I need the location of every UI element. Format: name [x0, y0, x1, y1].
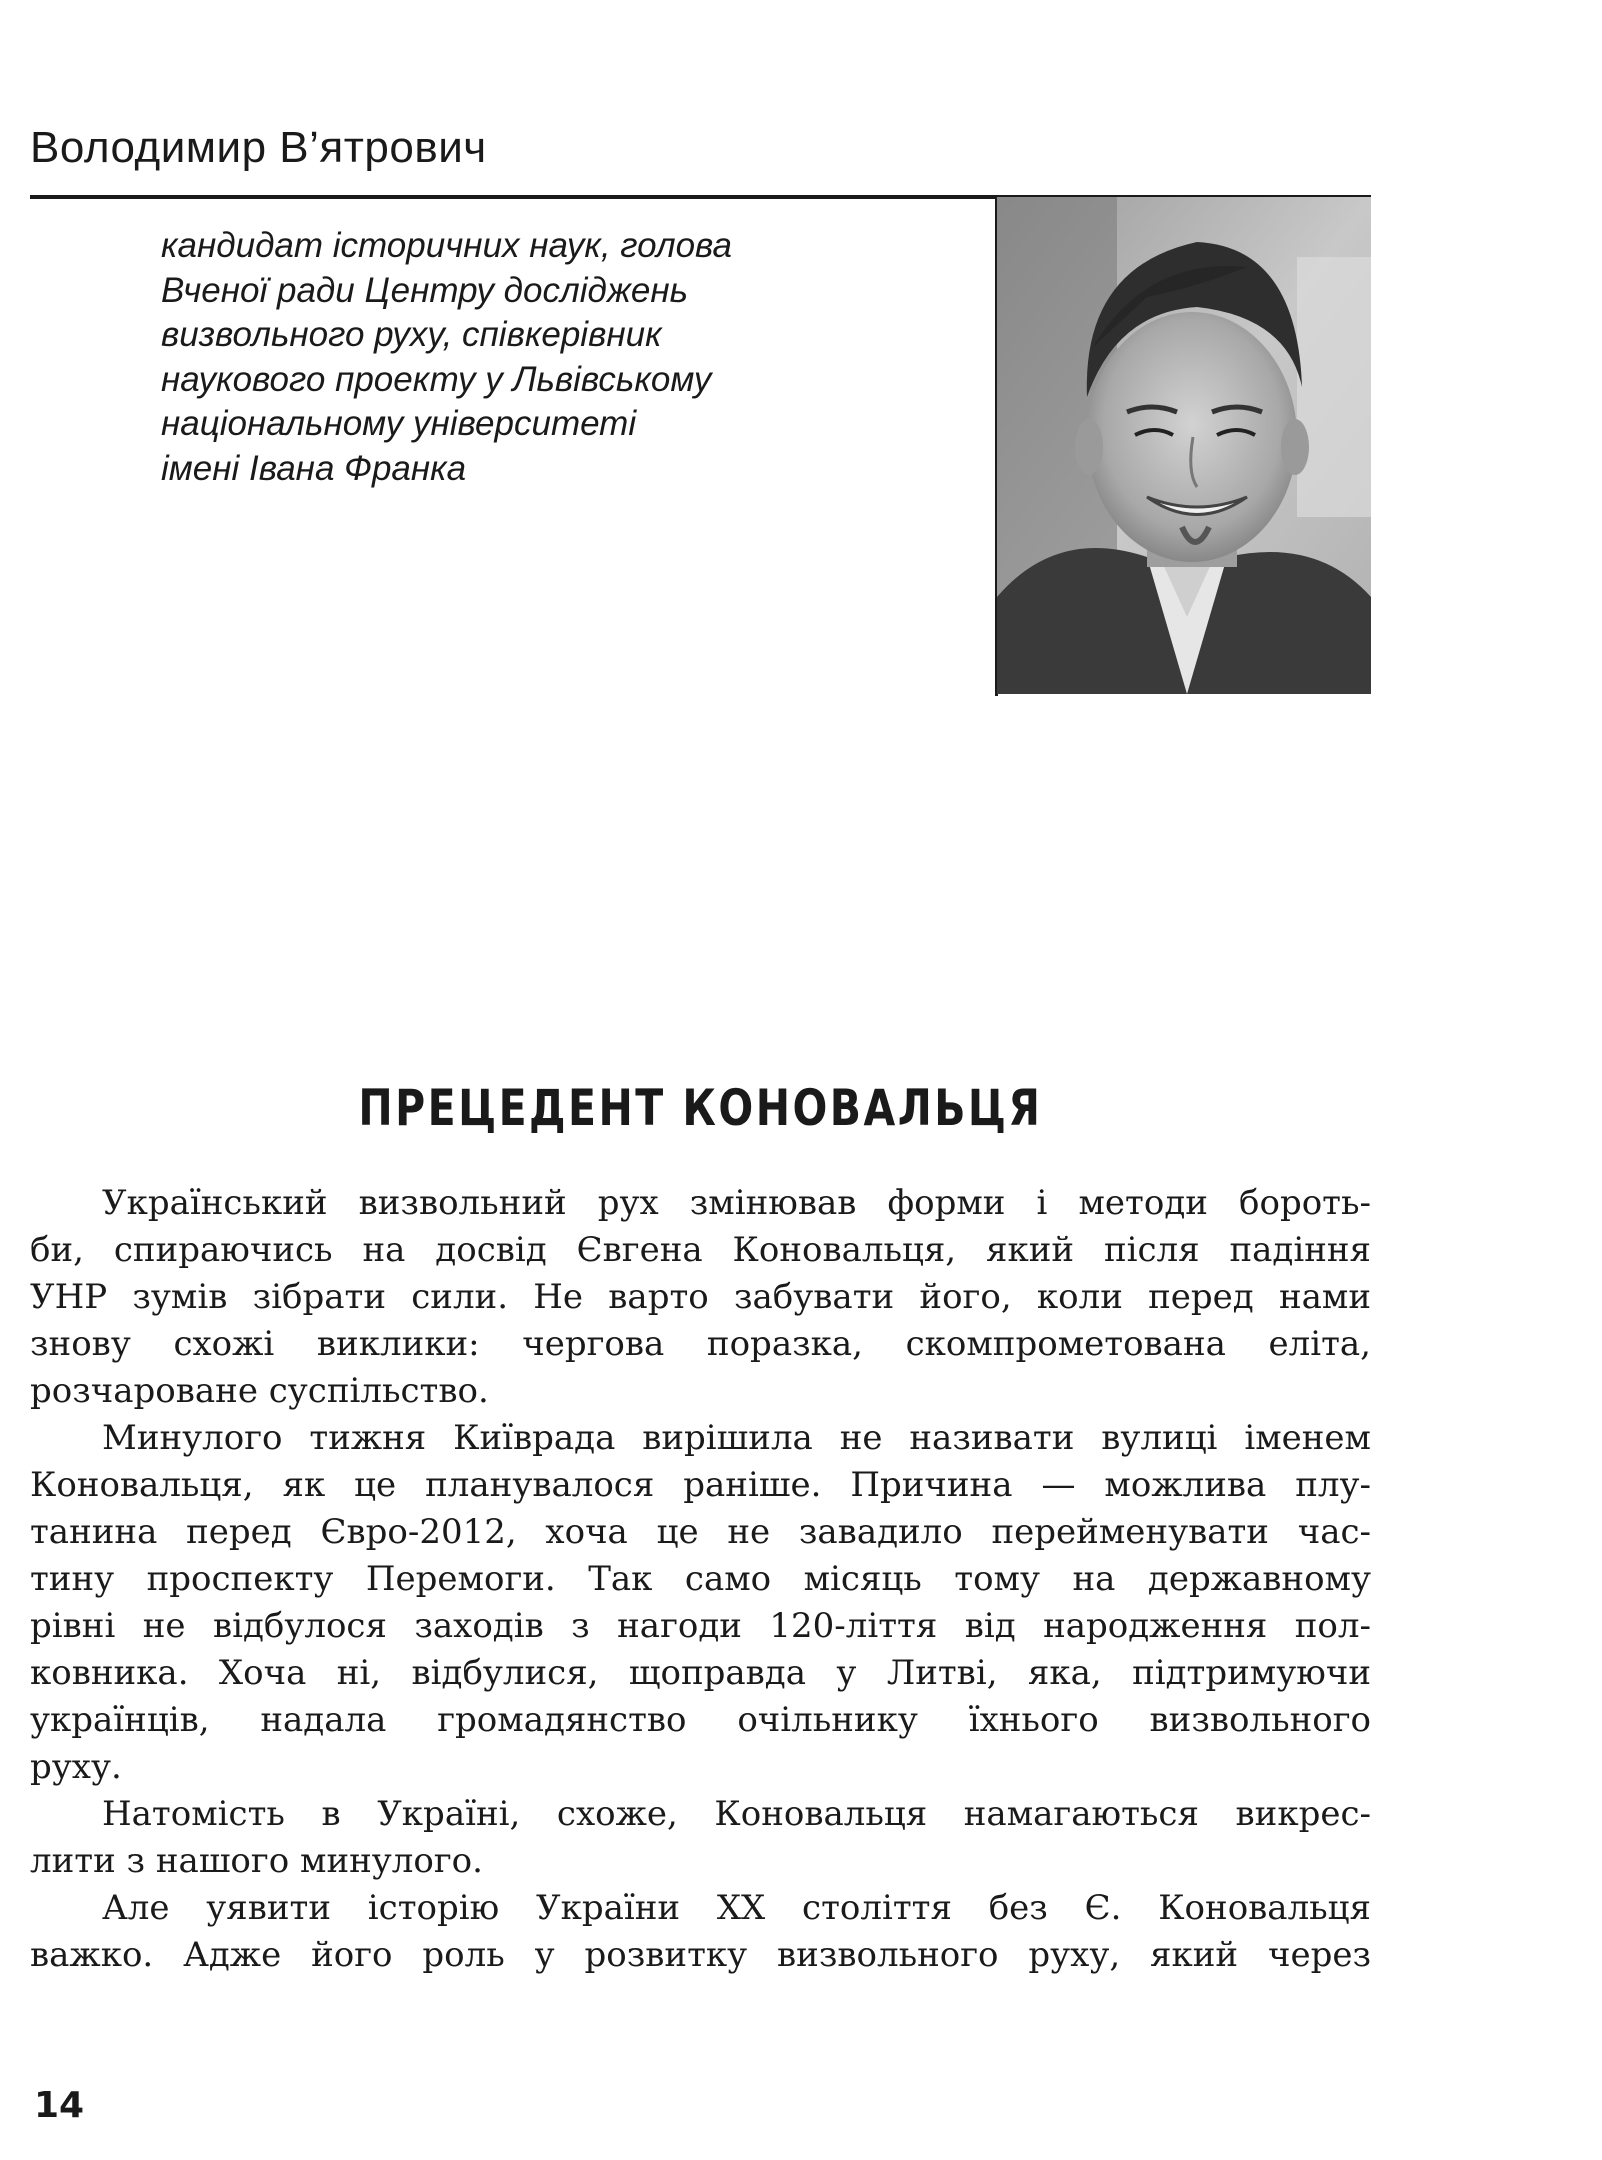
bio-line: Вченої ради Центру досліджень [161, 270, 689, 310]
portrait-image [997, 197, 1371, 694]
bio-line: наукового проекту у Львівському [161, 359, 712, 399]
page-number: 14 [34, 2085, 85, 2126]
bio-line: імені Івана Франка [161, 448, 467, 488]
body-line: важко. Адже його роль у розвитку визвольного руху, який через [30, 1935, 1371, 1975]
body-line: тину проспекту Перемоги. Так само місяць тому на державному [30, 1559, 1371, 1599]
body-line: би, спираючись на досвід Євгена Коновальця, який після падіння [30, 1230, 1371, 1270]
body-line: танина перед Євро-2012, хоча це не завадило перейменувати час- [30, 1512, 1371, 1552]
article-title: ПРЕЦЕДЕНТ КОНОВАЛЬЦЯ [358, 1079, 1043, 1137]
bio-line: визвольного руху, співкерівник [161, 315, 662, 354]
author-portrait [997, 197, 1371, 694]
body-line: Минулого тижня Київрада вирішила не називати вулиці іменем [102, 1418, 1371, 1458]
article-body [30, 1180, 1371, 1979]
body-line: руху. [30, 1747, 122, 1787]
bio-line: кандидат історичних наук, голова [161, 226, 733, 265]
body-line: Український визвольний рух змінював форми і методи бороть- [102, 1183, 1371, 1223]
body-line: знову схожі виклики: чергова поразка, скомпрометована еліта, [30, 1324, 1371, 1364]
body-line: українців, надала громадянство очільнику їхнього визвольного [30, 1700, 1371, 1740]
body-line: Натомість в Україні, схоже, Коновальця намагаються викрес- [102, 1794, 1371, 1834]
body-line: розчароване суспільство. [30, 1371, 489, 1411]
author-bio [161, 224, 981, 491]
body-line: Коновальця, як це планувалося раніше. Причина — можлива плу- [30, 1465, 1371, 1505]
body-line: лити з нашого минулого. [30, 1841, 483, 1881]
body-line: Але уявити історію України XX століття без Є. Коновальця [102, 1888, 1371, 1928]
body-line: рівні не відбулося заходів з нагоди 120-ліття від народження пол- [30, 1606, 1371, 1646]
author-name: Володимир В’ятрович [30, 123, 487, 172]
bio-line: національному університеті [161, 404, 637, 443]
body-line: ковника. Хоча ні, відбулися, щоправда у Литві, яка, підтримуючи [30, 1653, 1371, 1693]
body-line: УНР зумів зібрати сили. Не варто забувати його, коли перед нами [30, 1277, 1371, 1317]
